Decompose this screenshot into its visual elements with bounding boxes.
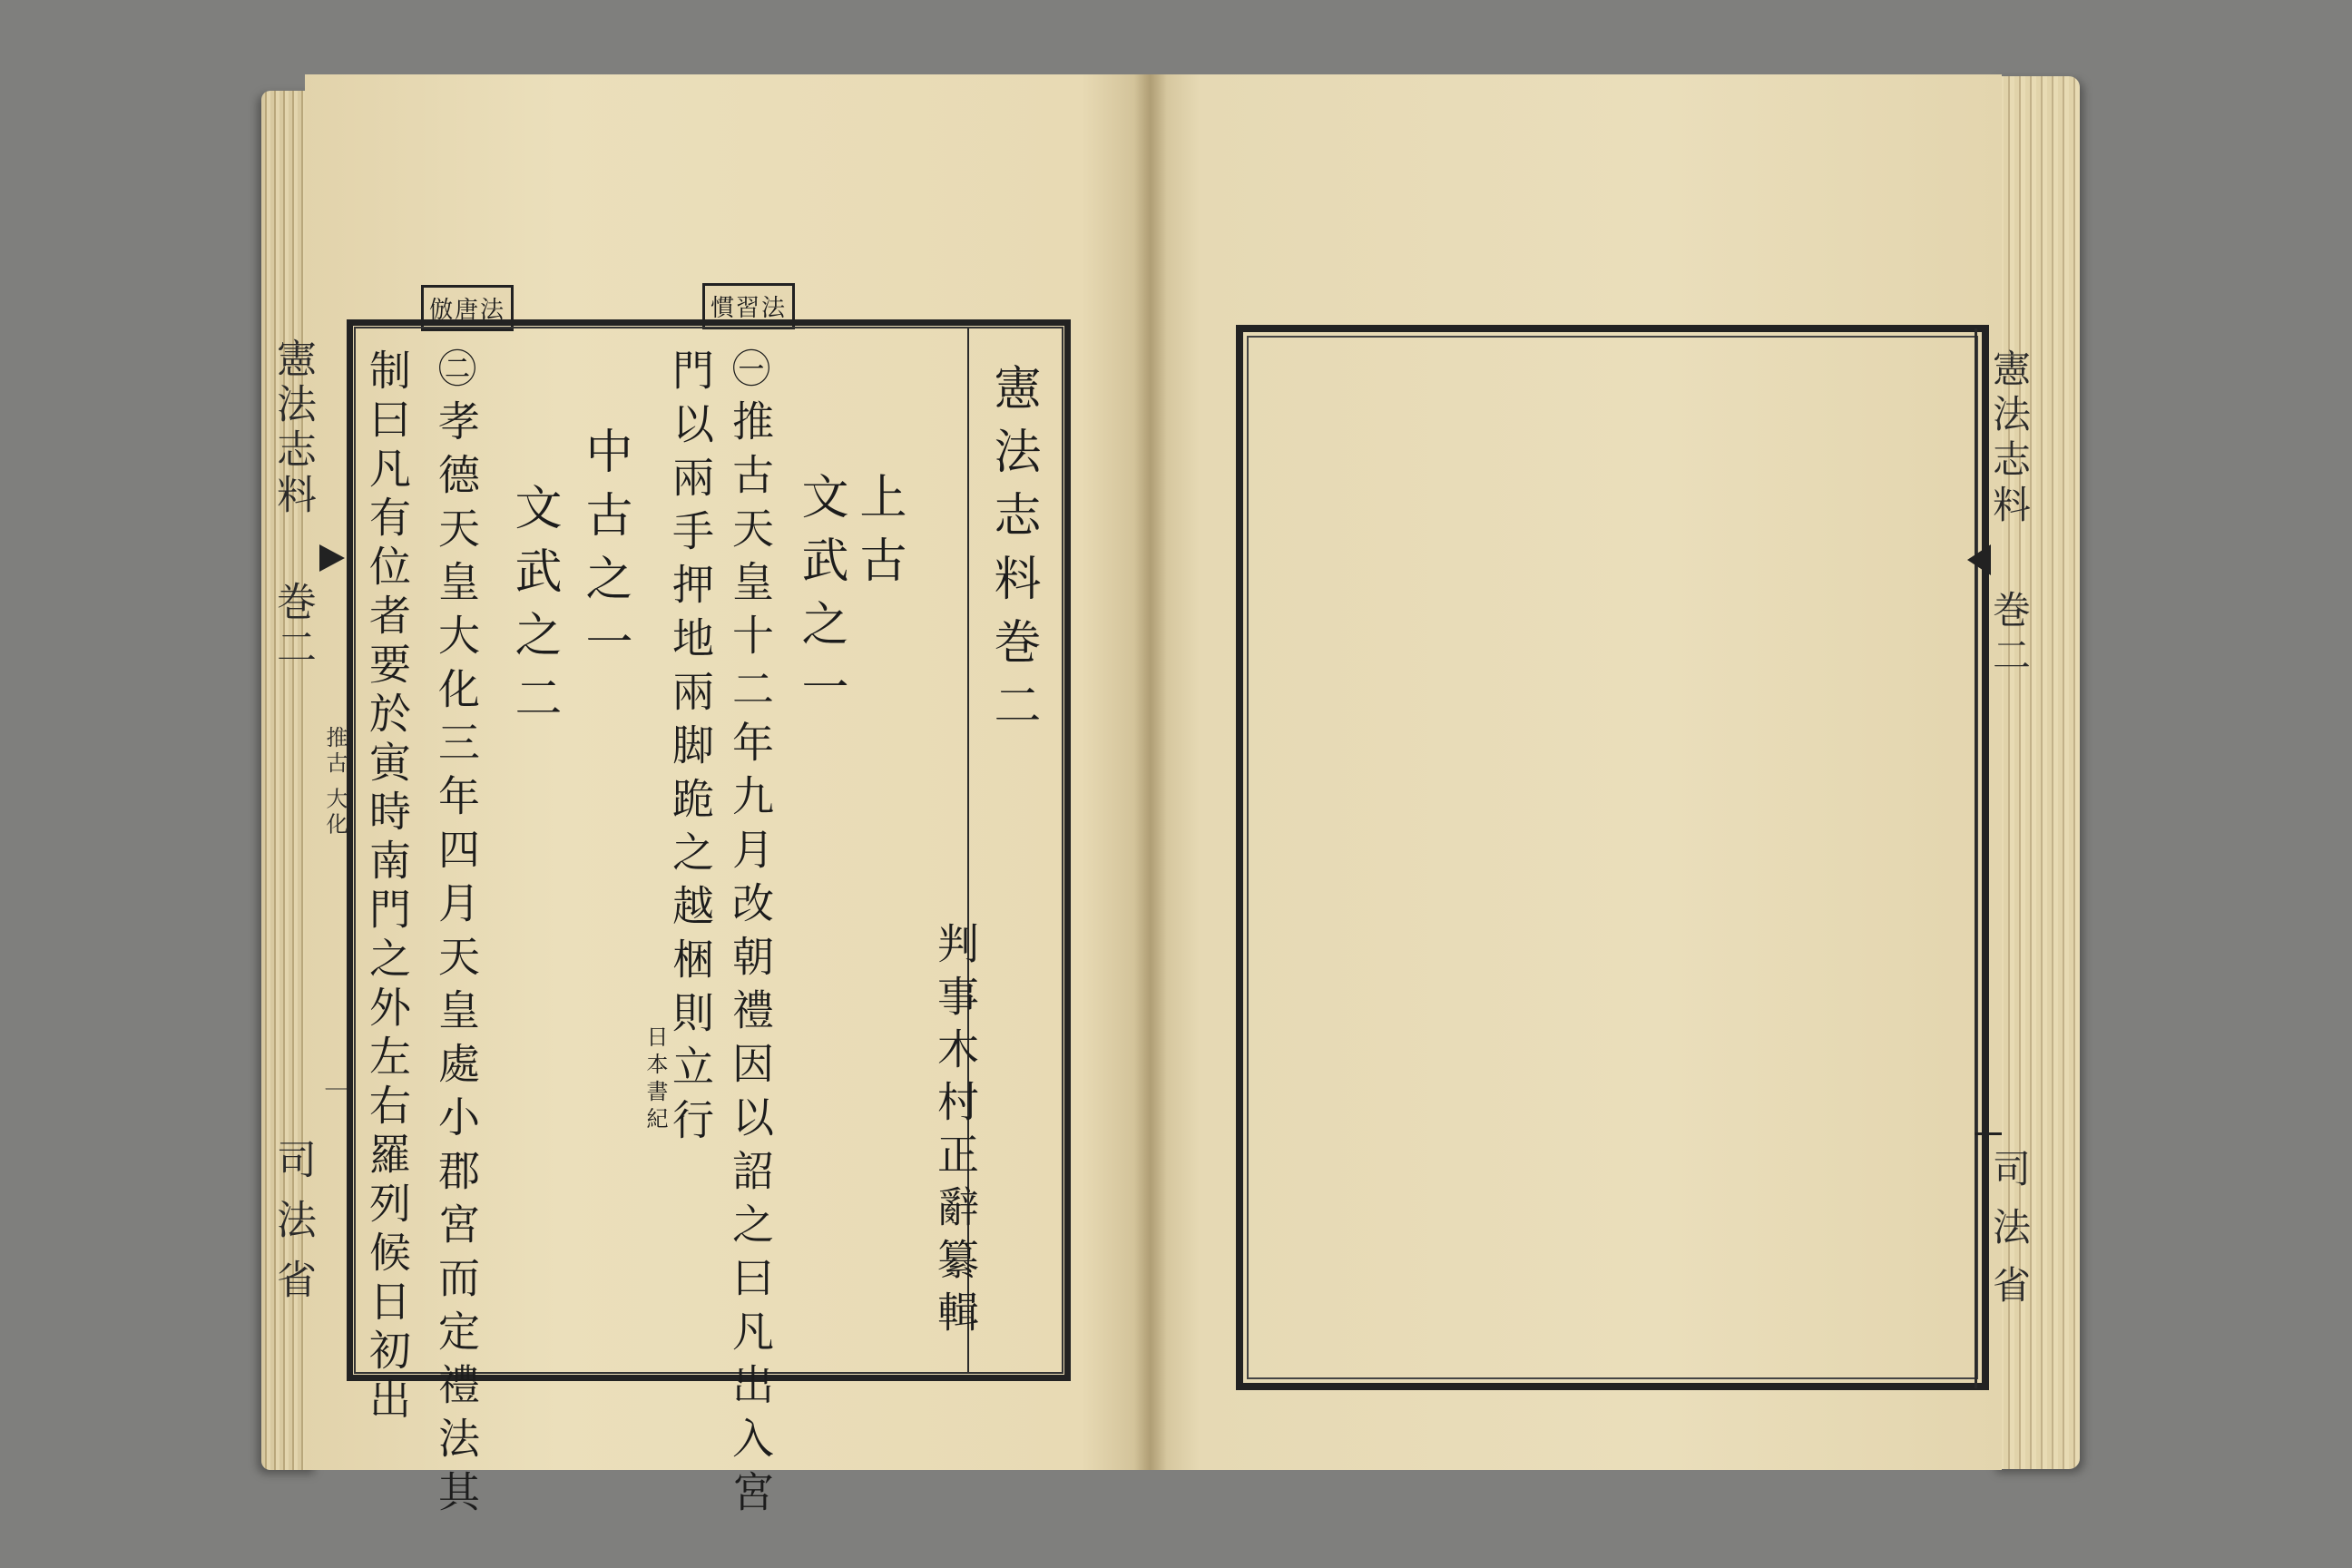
book-gutter [1134, 74, 1167, 1470]
entry2-label: ㊁ [433, 348, 477, 403]
edge-volume-left: 巻二 [270, 581, 316, 671]
compiler-credit: 判事木村正辭纂輯 [931, 922, 980, 1343]
edge-title-left: 憲法志料 [270, 338, 316, 519]
edge-rule-right [1975, 1132, 2002, 1135]
section-bunbu-1: 文武之一 [793, 472, 848, 726]
right-column-rule [1975, 328, 1977, 1388]
tag-kara-law: 倣唐法 [421, 285, 514, 331]
entry1-line2: 門以兩手押地兩脚跪之越梱則立行 [666, 348, 715, 1152]
section-jouko: 上古 [851, 472, 906, 599]
right-text-frame-inner [1247, 336, 1978, 1379]
entry1-line1: 推古天皇十二年九月改朝禮因以詔之曰凡出入宮 [726, 399, 775, 1524]
entry1-label: ㊀ [727, 348, 771, 403]
tag-custom-law: 慣習法 [702, 283, 795, 329]
entry1-source: 日本書紀 [642, 1025, 668, 1134]
section-chuuko: 中古之一 [577, 426, 632, 681]
edge-page-number-left: 一 [319, 1075, 354, 1110]
edge-subtitle-left: 推古 大化 [322, 726, 348, 838]
entry2-line1: 孝德天皇大化三年四月天皇處小郡宮而定禮法其 [432, 399, 481, 1524]
edge-title-right: 憲法志料 [1987, 348, 2032, 530]
edge-publisher-right: 司法省 [1987, 1149, 2032, 1323]
entry2-line2: 制曰凡有位者要於寅時南門之外左右羅列候日初出 [363, 348, 412, 1426]
section-bunbu-2: 文武之二 [506, 483, 561, 737]
edge-volume-right: 巻二 [1987, 590, 2032, 681]
volume-title: 憲法志料巻二 [985, 363, 1040, 744]
edge-publisher-left: 司法省 [270, 1139, 316, 1318]
